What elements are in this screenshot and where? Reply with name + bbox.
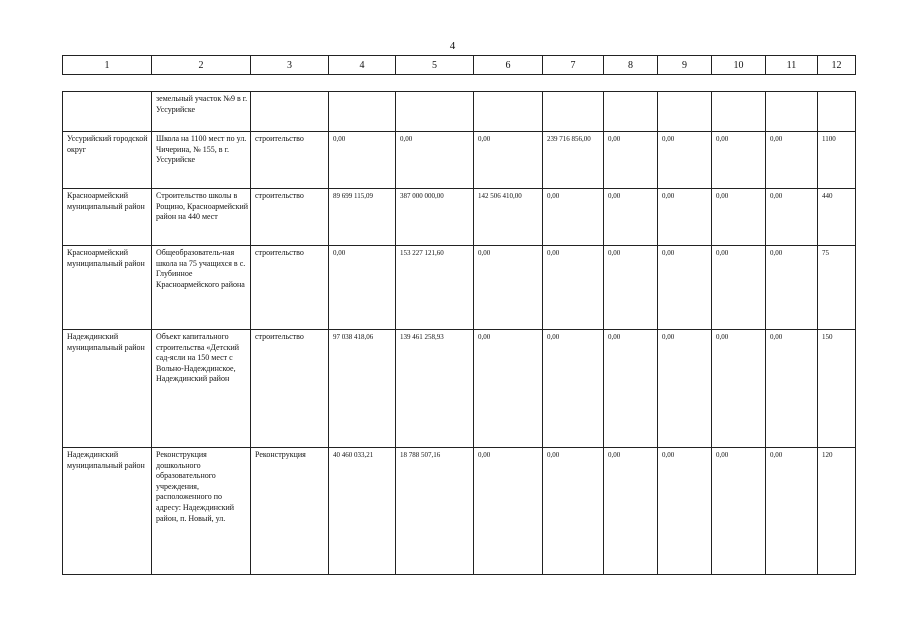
table-cell: строительство <box>251 189 329 246</box>
table-cell: 0,00 <box>766 330 818 448</box>
header-cell: 8 <box>604 56 658 75</box>
table-cell <box>63 92 152 132</box>
table-cell: 239 716 856,00 <box>543 132 604 189</box>
table-row <box>63 246 856 330</box>
table-cell <box>543 92 604 132</box>
table-cell: 0,00 <box>604 330 658 448</box>
table-cell: 75 <box>818 246 856 330</box>
header-cell: 3 <box>251 56 329 75</box>
table-cell: Красноармейский муниципальный район <box>63 189 152 246</box>
table-cell: строительство <box>251 246 329 330</box>
table-cell: Реконструкция дошкольного образовательного учреждения, расположенного по адресу: Надеждинский район, п. Новый, ул. <box>152 448 251 575</box>
table-cell: 0,00 <box>766 132 818 189</box>
table-cell <box>474 92 543 132</box>
table-cell: 0,00 <box>712 448 766 575</box>
table-cell: 89 699 115,09 <box>329 189 396 246</box>
table-cell <box>712 92 766 132</box>
table-cell: 0,00 <box>543 448 604 575</box>
column-number-header <box>62 55 856 75</box>
table-cell: 0,00 <box>604 189 658 246</box>
table-cell: 0,00 <box>712 132 766 189</box>
table-cell: 0,00 <box>766 189 818 246</box>
table-cell: 0,00 <box>474 246 543 330</box>
table-cell: Надеждинский муниципальный район <box>63 330 152 448</box>
table-cell: 0,00 <box>329 246 396 330</box>
table-cell: Объект капитального строительства «Детский сад-ясли на 150 мест с Вольно-Надеждинское, Надеждинский район <box>152 330 251 448</box>
table-cell: 0,00 <box>474 448 543 575</box>
table-cell: 0,00 <box>604 448 658 575</box>
table-cell: 18 788 507,16 <box>396 448 474 575</box>
table-cell: 440 <box>818 189 856 246</box>
table-cell: 120 <box>818 448 856 575</box>
table-cell <box>251 92 329 132</box>
table-row <box>63 448 856 575</box>
header-cell: 11 <box>766 56 818 75</box>
table-cell: 0,00 <box>712 330 766 448</box>
table-cell: 0,00 <box>543 330 604 448</box>
table-cell <box>766 92 818 132</box>
header-cell: 12 <box>818 56 856 75</box>
header-cell: 7 <box>543 56 604 75</box>
table-cell <box>329 92 396 132</box>
table-row <box>63 330 856 448</box>
table-cell: 0,00 <box>604 132 658 189</box>
table-cell <box>818 92 856 132</box>
table-cell: 0,00 <box>474 330 543 448</box>
table-cell: Реконструкция <box>251 448 329 575</box>
table-cell: 0,00 <box>712 246 766 330</box>
header-cell: 1 <box>63 56 152 75</box>
table-cell: 150 <box>818 330 856 448</box>
table-cell: Школа на 1100 мест по ул. Чичерина, № 155, в г. Уссурийске <box>152 132 251 189</box>
header-cell: 9 <box>658 56 712 75</box>
table-cell: 0,00 <box>658 189 712 246</box>
table-cell: 0,00 <box>543 246 604 330</box>
header-cell: 5 <box>396 56 474 75</box>
table-cell <box>396 92 474 132</box>
table-cell: 0,00 <box>658 132 712 189</box>
table-row <box>63 92 856 132</box>
table-cell: 0,00 <box>604 246 658 330</box>
header-cell: 6 <box>474 56 543 75</box>
table-cell: 0,00 <box>658 246 712 330</box>
table-cell: Надеждинский муниципальный район <box>63 448 152 575</box>
table-cell: 0,00 <box>658 330 712 448</box>
table-cell: 142 506 410,00 <box>474 189 543 246</box>
table-cell: 0,00 <box>766 448 818 575</box>
table-cell: 153 227 121,60 <box>396 246 474 330</box>
table-cell: строительство <box>251 330 329 448</box>
table-cell: 40 460 033,21 <box>329 448 396 575</box>
table-cell: 0,00 <box>712 189 766 246</box>
table-cell: Общеобразователь-ная школа на 75 учащихся в с. Глубинное Красноармейского района <box>152 246 251 330</box>
table-cell: строительство <box>251 132 329 189</box>
table-cell: Уссурийский городской округ <box>63 132 152 189</box>
table-cell: 0,00 <box>543 189 604 246</box>
data-table <box>62 91 856 575</box>
page-number: 4 <box>449 40 456 52</box>
table-row <box>63 132 856 189</box>
table-cell: 0,00 <box>658 448 712 575</box>
table-row <box>63 189 856 246</box>
table-cell: 0,00 <box>329 132 396 189</box>
table-cell <box>604 92 658 132</box>
table-cell: 0,00 <box>474 132 543 189</box>
header-cell: 4 <box>329 56 396 75</box>
table-cell: 0,00 <box>766 246 818 330</box>
table-cell <box>658 92 712 132</box>
table-cell: Строительство школы в Рощино, Красноармейский район на 440 мест <box>152 189 251 246</box>
table-cell: 1100 <box>818 132 856 189</box>
table-cell: 387 000 000,00 <box>396 189 474 246</box>
table-cell: 97 038 418,06 <box>329 330 396 448</box>
table-cell: 0,00 <box>396 132 474 189</box>
table-cell: земельный участок №9 в г. Уссурийске <box>152 92 251 132</box>
header-cell: 10 <box>712 56 766 75</box>
table-cell: Красноармейский муниципальный район <box>63 246 152 330</box>
table-cell: 139 461 258,93 <box>396 330 474 448</box>
header-cell: 2 <box>152 56 251 75</box>
